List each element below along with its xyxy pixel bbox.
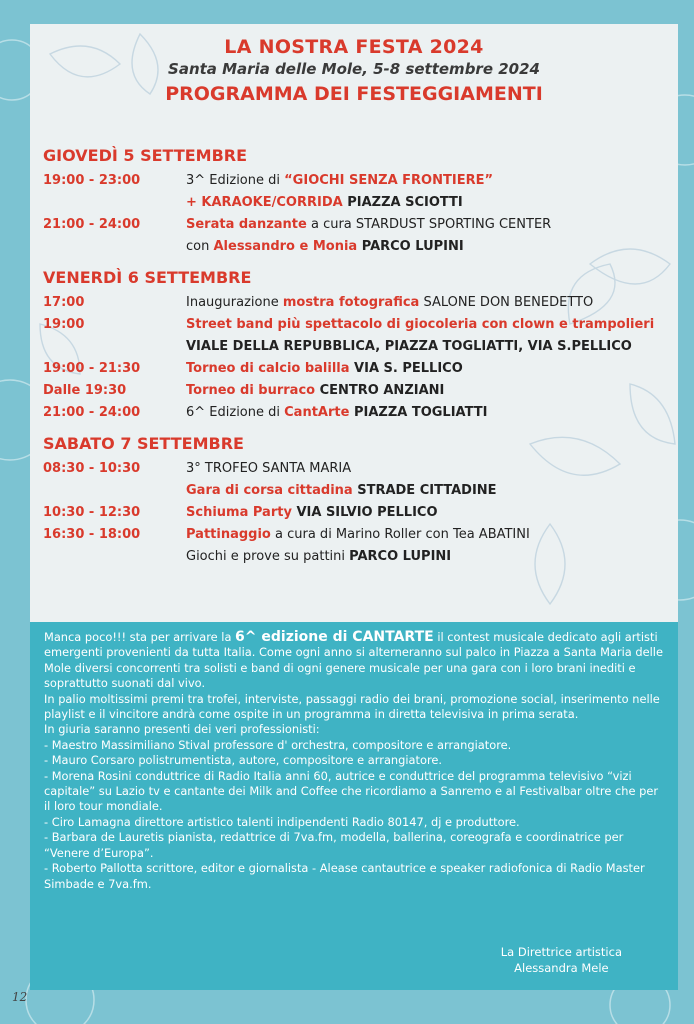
cantarte-edition: 6^ edizione di CANTARTE bbox=[235, 629, 434, 645]
event-description bbox=[186, 402, 673, 424]
event-row bbox=[43, 358, 673, 380]
event-row bbox=[43, 214, 673, 236]
event-row bbox=[43, 170, 673, 192]
day-block bbox=[43, 434, 673, 568]
event-text: CENTRO ANZIANI bbox=[315, 383, 445, 398]
event-row bbox=[43, 480, 673, 502]
event-time bbox=[43, 336, 186, 358]
program-page bbox=[30, 24, 678, 990]
event-text: Inaugurazione bbox=[186, 295, 283, 310]
event-time bbox=[43, 236, 186, 258]
day-title: GIOVEDÌ 5 SETTEMBRE bbox=[43, 146, 248, 165]
event-time: 08:30 - 10:30 bbox=[43, 461, 141, 476]
event-text: mostra fotografica bbox=[282, 295, 420, 310]
cantarte-box bbox=[30, 622, 678, 990]
festival-title: LA NOSTRA FESTA 2024 bbox=[224, 36, 484, 58]
event-description bbox=[186, 236, 673, 258]
signature-name: Alessandra Mele bbox=[514, 961, 609, 975]
event-time bbox=[43, 546, 186, 568]
event-text: Serata danzante bbox=[186, 217, 307, 232]
event-time: 17:00 bbox=[43, 295, 85, 310]
event-time: 16:30 - 18:00 bbox=[43, 527, 141, 542]
event-description bbox=[186, 524, 673, 546]
event-text: PIAZZA SCIOTTI bbox=[342, 195, 463, 210]
event-description bbox=[186, 314, 673, 336]
event-description bbox=[186, 502, 673, 524]
event-text: Torneo di burraco bbox=[186, 383, 316, 398]
event-text: 3° TROFEO SANTA MARIA bbox=[186, 461, 352, 476]
event-description bbox=[186, 336, 673, 358]
program-title: PROGRAMMA DEI FESTEGGIAMENTI bbox=[165, 83, 543, 105]
schedule bbox=[43, 146, 673, 578]
event-description bbox=[186, 192, 673, 214]
event-time: 19:00 - 23:00 bbox=[43, 173, 141, 188]
event-time: 10:30 - 12:30 bbox=[43, 505, 141, 520]
event-text: Giochi e prove su pattini bbox=[186, 549, 350, 564]
event-text: VIA S. PELLICO bbox=[349, 361, 463, 376]
event-time: 19:00 - 21:30 bbox=[43, 361, 141, 376]
event-text: Torneo di calcio balilla bbox=[186, 361, 350, 376]
jury-intro: In giuria saranno presenti dei veri professionisti: bbox=[44, 722, 320, 737]
event-text: a cura di Marino Roller con Tea ABATINI bbox=[270, 527, 530, 542]
event-row bbox=[43, 502, 673, 524]
event-description bbox=[186, 292, 673, 314]
event-time: Dalle 19:30 bbox=[43, 383, 127, 398]
event-row bbox=[43, 292, 673, 314]
cantarte-prizes: In palio moltissimi premi tra trofei, interviste, passaggi radio dei brani, promozione social, inserimento nelle playlist e il vincitore andrà come ospite in un programma in diretta televisiva in prima serata. bbox=[44, 691, 660, 722]
event-description bbox=[186, 214, 673, 236]
event-row bbox=[43, 524, 673, 546]
event-row bbox=[43, 380, 673, 402]
jury-item: - Maestro Massimiliano Stival professore d' orchestra, compositore e arrangiatore. bbox=[44, 738, 664, 753]
event-text: SALONE DON BENEDETTO bbox=[419, 295, 594, 310]
event-row bbox=[43, 192, 673, 214]
event-time: 21:00 - 24:00 bbox=[43, 217, 141, 232]
event-text: 6^ Edizione di bbox=[186, 405, 285, 420]
day-title: SABATO 7 SETTEMBRE bbox=[43, 434, 244, 453]
event-text: a cura STARDUST SPORTING CENTER bbox=[306, 217, 552, 232]
jury-item: - Morena Rosini conduttrice di Radio Italia anni 60, autrice e conduttrice del programma televisivo “vizi capitale” su Lazio tv e cantante dei Milk and Coffee che ricordiamo a Sanremo e al Festivalbar oltre che per il loro tour mondiale. bbox=[44, 769, 664, 815]
jury-item: - Ciro Lamagna direttore artistico talenti indipendenti Radio 80147, dj e produttore. bbox=[44, 815, 664, 830]
event-description bbox=[186, 170, 673, 192]
header bbox=[30, 36, 678, 105]
event-text: PARCO LUPINI bbox=[357, 239, 464, 254]
jury-item: - Mauro Corsaro polistrumentista, autore, compositore e arrangiatore. bbox=[44, 753, 664, 768]
event-text: Schiuma Party bbox=[186, 505, 292, 520]
event-time bbox=[43, 192, 186, 214]
page-number: 12 bbox=[12, 990, 28, 1004]
event-description bbox=[186, 458, 673, 480]
event-description bbox=[186, 546, 673, 568]
festival-subtitle: Santa Maria delle Mole, 5-8 settembre 2024 bbox=[168, 60, 540, 78]
cantarte-intro: Manca poco!!! sta per arrivare la 6^ edizione di CANTARTE il contest musicale dedicato agli artisti emergenti provenienti da tutta Italia. Come ogni anno si alterneranno sul palco in Piazza a Santa Maria delle Mole diversi concorrenti tra solisti e band di ogni genere musicale per una gara con i loro brani inediti e soprattutto suonati dal vivo. bbox=[44, 629, 663, 691]
event-row bbox=[43, 458, 673, 480]
jury-list bbox=[44, 738, 664, 892]
event-time: 19:00 bbox=[43, 317, 85, 332]
event-description bbox=[186, 380, 673, 402]
jury-item: - Barbara de Lauretis pianista, redattrice di 7va.fm, modella, ballerina, coreografa e coordinatrice per “Venere d’Europa”. bbox=[44, 830, 664, 861]
event-description bbox=[186, 480, 673, 502]
event-text: CantArte bbox=[284, 405, 350, 420]
event-time bbox=[43, 480, 186, 502]
event-row bbox=[43, 314, 673, 336]
event-row bbox=[43, 336, 673, 358]
event-text: Street band più spettacolo di giocoleria con clown e trampolieri bbox=[186, 317, 655, 332]
event-text: PARCO LUPINI bbox=[349, 549, 452, 564]
day-block bbox=[43, 146, 673, 258]
event-text: STRADE CITTADINE bbox=[352, 483, 497, 498]
event-text: Alessandro e Monia bbox=[213, 239, 358, 254]
day-block bbox=[43, 268, 673, 424]
event-text: “GIOCHI SENZA FRONTIERE” bbox=[284, 173, 494, 188]
event-text: + KARAOKE/CORRIDA bbox=[186, 195, 343, 210]
day-title: VENERDÌ 6 SETTEMBRE bbox=[43, 268, 252, 287]
signature-role: La Direttrice artistica bbox=[500, 945, 622, 959]
event-row bbox=[43, 402, 673, 424]
event-row bbox=[43, 546, 673, 568]
event-text: con bbox=[186, 239, 214, 254]
event-text: PIAZZA TOGLIATTI bbox=[349, 405, 488, 420]
signature bbox=[501, 944, 622, 976]
event-time: 21:00 - 24:00 bbox=[43, 405, 141, 420]
jury-item: - Roberto Pallotta scrittore, editor e giornalista - Alease cantautrice e speaker radiofonica di Radio Master Simbade e 7va.fm. bbox=[44, 861, 664, 892]
event-row bbox=[43, 236, 673, 258]
event-text: 3^ Edizione di bbox=[186, 173, 285, 188]
event-text: Pattinaggio bbox=[186, 527, 271, 542]
event-description bbox=[186, 358, 673, 380]
event-text: Gara di corsa cittadina bbox=[186, 483, 353, 498]
event-text: VIALE DELLA REPUBBLICA, PIAZZA TOGLIATTI, VIA S.PELLICO bbox=[186, 339, 632, 354]
event-text: VIA SILVIO PELLICO bbox=[291, 505, 438, 520]
